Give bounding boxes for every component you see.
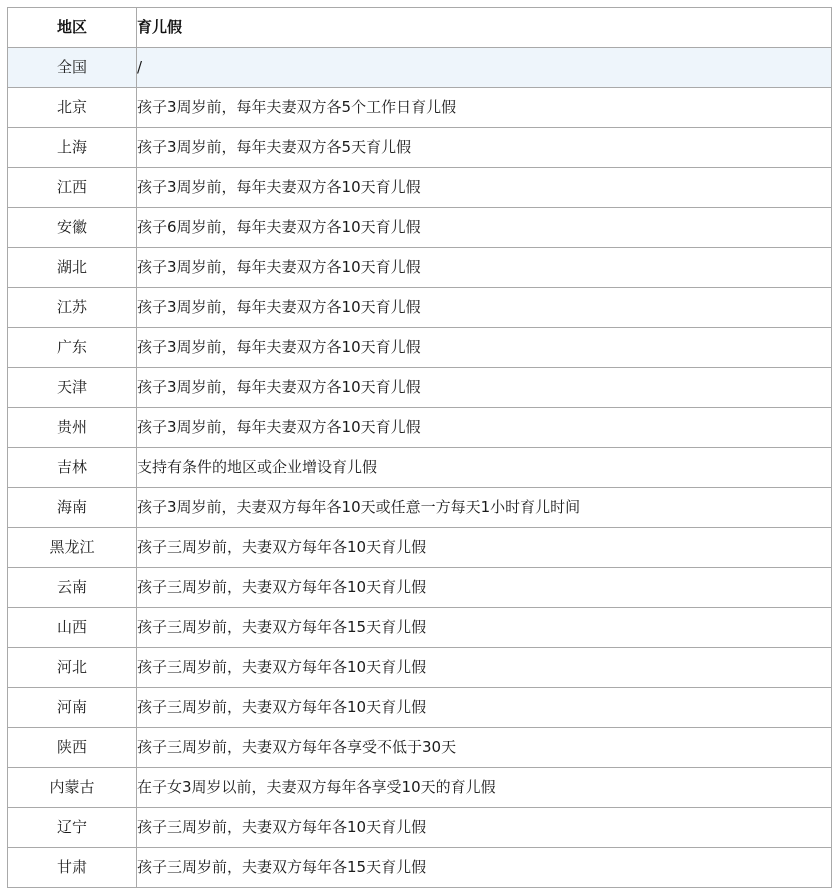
region-cell: 内蒙古 (8, 768, 137, 808)
region-cell: 安徽 (8, 208, 137, 248)
table-row (8, 328, 832, 368)
policy-cell: 孩子3周岁前，每年夫妻双方各10天育儿假 (137, 288, 832, 328)
policy-cell: 孩子3周岁前，每年夫妻双方各10天育儿假 (137, 368, 832, 408)
region-cell: 湖北 (8, 248, 137, 288)
table-row (8, 728, 832, 768)
table-row (8, 528, 832, 568)
region-cell: 上海 (8, 128, 137, 168)
region-cell: 山西 (8, 608, 137, 648)
region-cell: 河南 (8, 688, 137, 728)
policy-cell: 孩子3周岁前，每年夫妻双方各10天育儿假 (137, 248, 832, 288)
table-row (8, 48, 832, 88)
table-body (8, 48, 832, 888)
table-row (8, 688, 832, 728)
table-row (8, 448, 832, 488)
region-cell: 天津 (8, 368, 137, 408)
table-row (8, 568, 832, 608)
region-cell: 辽宁 (8, 808, 137, 848)
policy-cell: 孩子3周岁前，夫妻双方每年各10天或任意一方每天1小时育儿时间 (137, 488, 832, 528)
region-cell: 江西 (8, 168, 137, 208)
policy-cell: 孩子三周岁前，夫妻双方每年各10天育儿假 (137, 528, 832, 568)
region-cell: 吉林 (8, 448, 137, 488)
table-row (8, 848, 832, 888)
policy-cell: 孩子3周岁前，每年夫妻双方各10天育儿假 (137, 168, 832, 208)
region-cell: 海南 (8, 488, 137, 528)
policy-cell: 孩子3周岁前，每年夫妻双方各10天育儿假 (137, 328, 832, 368)
table-row (8, 128, 832, 168)
table-row (8, 608, 832, 648)
table-row (8, 368, 832, 408)
policy-cell: 孩子3周岁前，每年夫妻双方各5个工作日育儿假 (137, 88, 832, 128)
policy-cell: 孩子三周岁前，夫妻双方每年各10天育儿假 (137, 808, 832, 848)
region-cell: 甘肃 (8, 848, 137, 888)
region-cell: 贵州 (8, 408, 137, 448)
policy-cell: 孩子3周岁前，每年夫妻双方各5天育儿假 (137, 128, 832, 168)
policy-cell: 孩子三周岁前，夫妻双方每年各享受不低于30天 (137, 728, 832, 768)
table-row (8, 488, 832, 528)
policy-cell: / (137, 48, 832, 88)
policy-cell: 孩子6周岁前，每年夫妻双方各10天育儿假 (137, 208, 832, 248)
table-row (8, 408, 832, 448)
table-row (8, 768, 832, 808)
region-cell: 广东 (8, 328, 137, 368)
policy-cell: 孩子三周岁前，夫妻双方每年各10天育儿假 (137, 648, 832, 688)
region-cell: 全国 (8, 48, 137, 88)
table-row (8, 288, 832, 328)
table-row (8, 168, 832, 208)
table-row (8, 208, 832, 248)
policy-cell: 在子女3周岁以前，夫妻双方每年各享受10天的育儿假 (137, 768, 832, 808)
policy-cell: 孩子三周岁前，夫妻双方每年各10天育儿假 (137, 568, 832, 608)
region-cell: 河北 (8, 648, 137, 688)
table-row (8, 648, 832, 688)
policy-cell: 孩子三周岁前，夫妻双方每年各15天育儿假 (137, 608, 832, 648)
region-cell: 江苏 (8, 288, 137, 328)
table-row (8, 88, 832, 128)
table-row (8, 248, 832, 288)
table-header (8, 8, 832, 48)
header-row (8, 8, 832, 48)
policy-cell: 支持有条件的地区或企业增设育儿假 (137, 448, 832, 488)
region-cell: 云南 (8, 568, 137, 608)
region-cell: 黑龙江 (8, 528, 137, 568)
policy-cell: 孩子三周岁前，夫妻双方每年各15天育儿假 (137, 848, 832, 888)
region-cell: 北京 (8, 88, 137, 128)
policy-cell: 孩子3周岁前，每年夫妻双方各10天育儿假 (137, 408, 832, 448)
region-cell: 陕西 (8, 728, 137, 768)
header-region: 地区 (8, 8, 137, 48)
header-policy: 育儿假 (137, 8, 832, 48)
table-row (8, 808, 832, 848)
policy-cell: 孩子三周岁前，夫妻双方每年各10天育儿假 (137, 688, 832, 728)
parental-leave-table (7, 7, 832, 888)
